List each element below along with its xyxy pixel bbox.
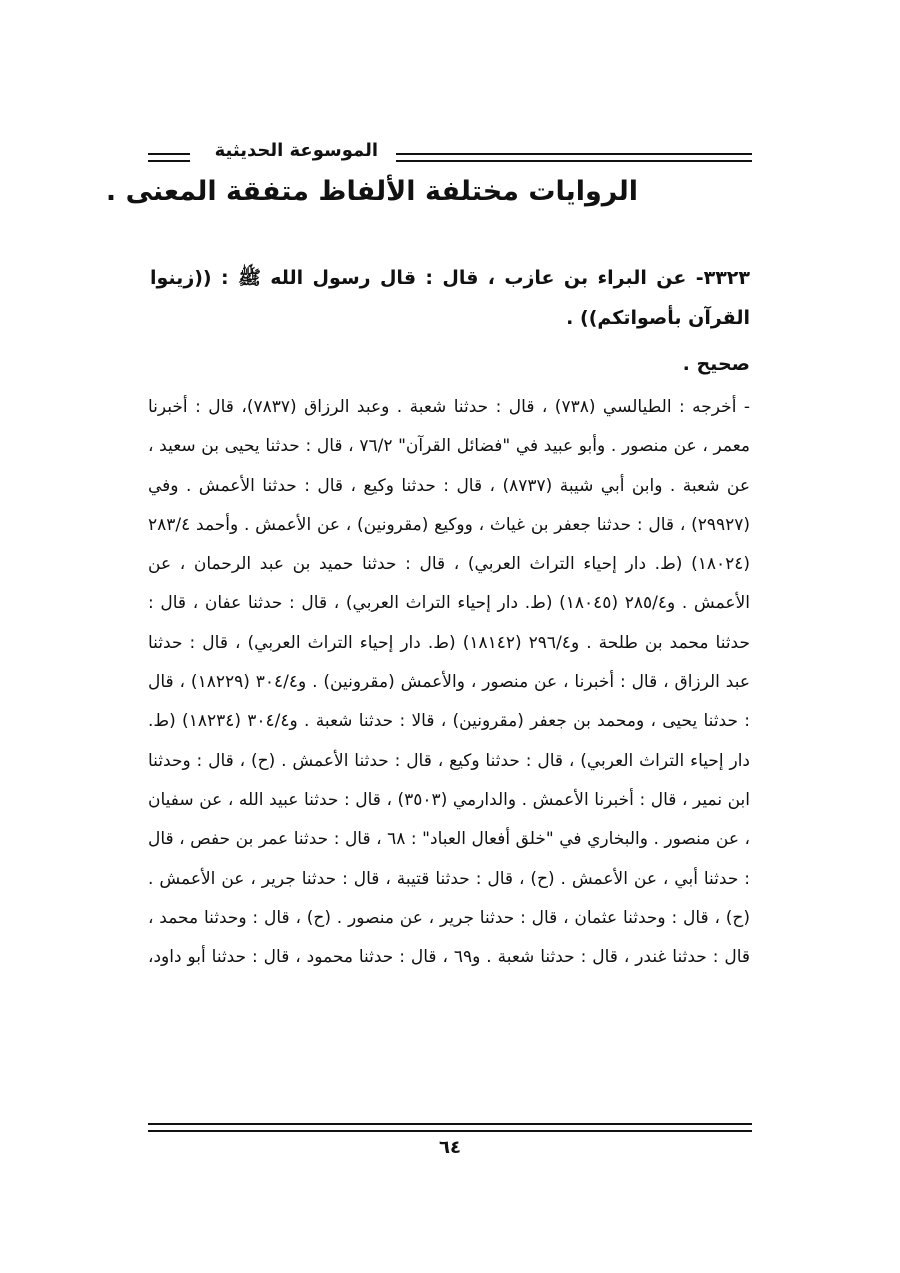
header-rule-left <box>148 153 190 162</box>
header-rule-right <box>396 153 752 162</box>
page-number: ٦٤ <box>439 1137 461 1158</box>
running-header <box>148 140 752 170</box>
hadith-text: ٣٣٢٣- عن البراء بن عازب ، قال : قال رسول الله ﷺ : ((زينوا القرآن بأصواتكم)) . <box>150 267 750 329</box>
section-heading: الروايات مختلفة الألفاظ متفقة المعنى . <box>105 176 638 207</box>
hadith-grade: صحيح . <box>682 353 750 375</box>
running-header-title: الموسوعة الحديثية <box>214 140 378 161</box>
takhrij-paragraph: - أخرجه : الطيالسي (٧٣٨) ، قال : حدثنا شعبة . وعبد الرزاق (٧٨٣٧)، قال : أخبرنا معمر ، عن منصور . وأبو عبيد في "فضائل القرآن" ٧٦/٢ ، قال : حدثنا يحيى بن سعيد ، عن شعبة . وابن أبي شيبة (٨٧٣٧) ، قال : حدثنا وكيع ، قال : حدثنا الأعمش . وفي (٢٩٩٢٧) ، قال : حدثنا جعفر بن غياث ، ووكيع (مقرونين) ، عن الأعمش . وأحمد ٢٨٣/٤ (١٨٠٢٤) (ط. دار إحياء التراث العربي) ، قال : حدثنا حميد بن عبد الرحمان ، عن الأعمش . و٢٨٥/٤ (١٨٠٤٥) (ط. دار إحياء التراث العربي) ، قال : حدثنا عفان ، قال : حدثنا محمد بن طلحة . و٢٩٦/٤ (١٨١٤٢) (ط. دار إحياء التراث العربي) ، قال : حدثنا عبد الرزاق ، قال : أخبرنا ، عن منصور ، والأعمش (مقرونين) . و٣٠٤/٤ (١٨٢٢٩) ، قال : حدثنا يحيى ، ومحمد بن جعفر (مقرونين) ، قالا : حدثنا شعبة . و٣٠٤/٤ (١٨٢٣٤) (ط. دار إحياء التراث العربي) ، قال : حدثنا وكيع ، قال : حدثنا الأعمش . (ح) ، قال : وحدثنا ابن نمير ، قال : أخبرنا الأعمش . والدارمي (٣٥٠٣) ، قال : حدثنا عبيد الله ، عن سفيان ، عن منصور . والبخاري في "خلق أفعال العباد" : ٦٨ ، قال : حدثنا عمر بن حفص ، قال : حدثنا أبي ، عن الأعمش . (ح) ، قال : حدثنا قتيبة ، قال : حدثنا جرير ، عن الأعمش . (ح) ، قال : وحدثنا عثمان ، قال : حدثنا جرير ، عن منصور . (ح) ، قال : وحدثنا محمد ، قال : حدثنا غندر ، قال : حدثنا شعبة . و٦٩ ، قال : حدثنا محمود ، قال : حدثنا أبو داود، <box>148 397 751 968</box>
footer-rule <box>148 1123 752 1132</box>
